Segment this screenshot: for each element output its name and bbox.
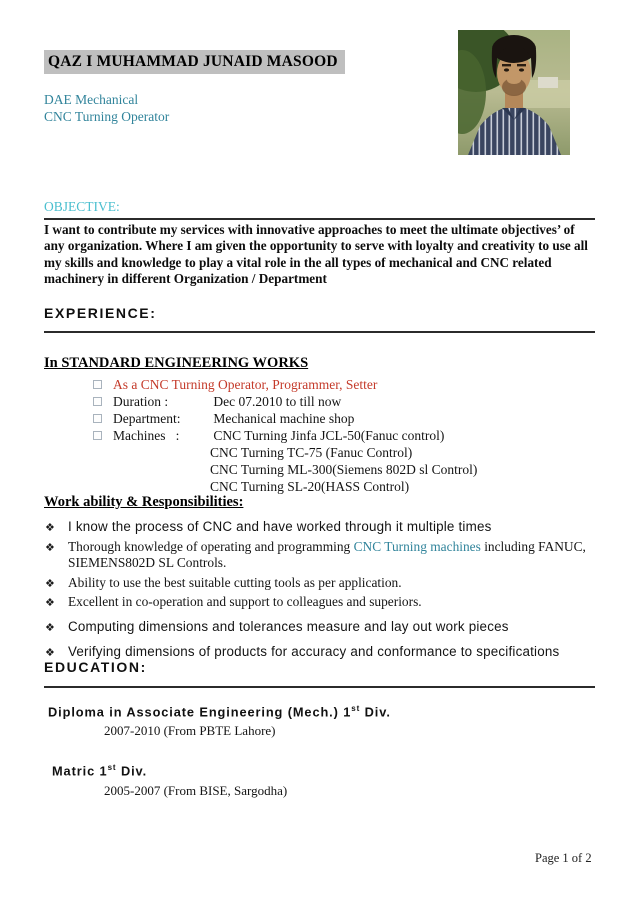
degree-detail: 2005-2007 (From BISE, Sargodha) <box>104 782 288 798</box>
detail-label: Duration : <box>113 394 169 409</box>
list-item <box>44 594 606 611</box>
degree-title: Diploma in Associate Engineering (Mech.) 1st Div. <box>48 704 391 720</box>
list-item <box>44 410 604 427</box>
ordinal-superscript: st <box>107 763 117 773</box>
bullet-text: I know the process of CNC and have worked through it multiple times <box>68 519 492 534</box>
detail-value: Dec 07.2010 to till now <box>213 394 342 409</box>
machine-value: CNC Turning TC-75 (Fanuc Control) <box>210 445 413 460</box>
name-header <box>44 50 345 74</box>
checkbox-bullet-icon <box>93 414 102 423</box>
qualification-line: DAE Mechanical <box>44 92 139 107</box>
divider <box>44 218 595 220</box>
bullet-text-continuation: SIEMENS802D SL Controls. <box>68 555 227 570</box>
detail-label: Department: <box>113 411 181 426</box>
bullet-text: including FANUC, <box>480 538 586 554</box>
experience-heading: EXPERIENCE: <box>44 305 157 321</box>
divider <box>44 331 595 333</box>
list-item <box>44 539 606 572</box>
experience-details-list <box>44 376 604 495</box>
candidate-titles <box>44 92 169 125</box>
list-item <box>44 519 606 536</box>
list-item <box>44 393 604 410</box>
responsibilities-list <box>44 519 606 661</box>
divider <box>44 686 595 688</box>
company-name: In STANDARD ENGINEERING WORKS <box>44 355 309 371</box>
education-heading: EDUCATION: <box>44 659 147 675</box>
checkbox-bullet-icon <box>93 431 102 440</box>
list-item <box>44 427 604 444</box>
diamond-bullet-icon: ❖ <box>45 596 55 609</box>
checkbox-bullet-icon <box>93 380 102 389</box>
candidate-name: QAZ I MUHAMMAD JUNAID MASOOD <box>44 50 345 74</box>
list-item <box>44 575 606 592</box>
profile-photo <box>458 30 570 155</box>
job-title-line: CNC Turning Operator <box>44 108 170 124</box>
degree-detail: 2007-2010 (From PBTE Lahore) <box>104 723 276 739</box>
page-number: Page 1 of 2 <box>535 851 592 865</box>
education-list <box>48 704 391 799</box>
objective-heading: OBJECTIVE: <box>44 199 120 214</box>
diamond-bullet-icon: ❖ <box>45 521 56 534</box>
bullet-text: Ability to use the best suitable cutting tools as per application. <box>68 574 402 590</box>
list-item <box>44 619 606 636</box>
degree-title: Matric 1st Div. <box>52 763 148 779</box>
objective-section <box>44 199 595 288</box>
diamond-bullet-icon: ❖ <box>45 620 56 634</box>
bullet-text: Excellent in co-operation and support to colleagues and superiors. <box>68 594 422 609</box>
diamond-bullet-icon: ❖ <box>45 540 55 554</box>
education-item <box>48 704 391 739</box>
diamond-bullet-icon: ❖ <box>45 646 56 659</box>
education-item <box>48 763 391 798</box>
machine-value: CNC Turning SL-20(HASS Control) <box>210 479 410 494</box>
bullet-text: Computing dimensions and tolerances measure and lay out work pieces <box>68 618 509 634</box>
diamond-bullet-icon: ❖ <box>45 576 55 590</box>
machine-value: CNC Turning Jinfa JCL-50(Fanuc control) <box>213 428 445 443</box>
machine-value: CNC Turning ML-300(Siemens 802D sl Control) <box>210 462 478 477</box>
bullet-text: Thorough knowledge of operating and programming <box>68 538 354 554</box>
role-text: As a CNC Turning Operator, Programmer, Setter <box>113 377 378 392</box>
detail-label: Machines : <box>113 428 180 443</box>
profile-photo-image <box>458 30 570 155</box>
ordinal-superscript: st <box>351 704 361 713</box>
bullet-text: Verifying dimensions of products for accuracy and conformance to specifications <box>68 644 560 659</box>
objective-text: I want to contribute my services with innovative approaches to meet the ultimate objectives’ of any organization. Where I am given the opportunity to serve with loyalty and creativity to use all my skills and knowledge to play a vital role in the all types of mechanical and CNC related machinery in different Organization / Department <box>44 222 588 287</box>
cnc-turning-machines-text: CNC Turning machines <box>353 538 481 554</box>
list-item <box>44 376 604 393</box>
checkbox-bullet-icon <box>93 397 102 406</box>
work-ability-heading: Work ability & Responsibilities: <box>44 494 244 510</box>
detail-value: Mechanical machine shop <box>213 411 355 426</box>
